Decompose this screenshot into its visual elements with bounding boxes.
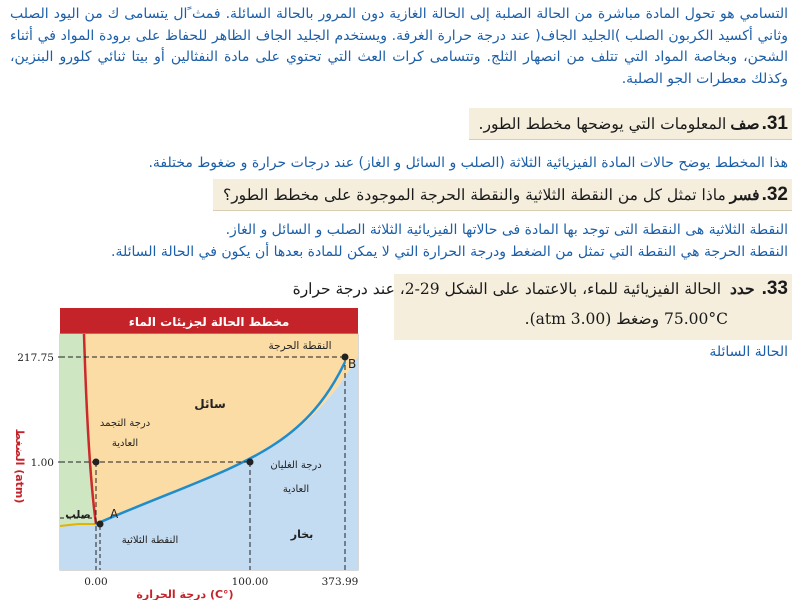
y-tick-label-mid: 1.00 [30,457,54,469]
question-number: 33. [761,278,788,299]
answer-32-line-1: النقطة الثلاثية هى النقطة التى توجد بها المادة فى حالاتها الفيزيائية الثلاثة الصلب و السائل و الغاز. [225,222,788,238]
answer-31: هذا المخطط يوضح حالات المادة الفيزيائية الثلاثة (الصلب و السائل و الغاز) عند درجات حرارة و ضغوط مختلفة. [148,155,788,171]
solid-label: صلب [65,509,91,521]
triple-point-marker [97,521,104,528]
liquid-label: سائل [194,397,226,411]
question-verb: حدد [730,279,755,298]
question-text: المعلومات التي يوضحها مخطط الطور. [478,114,727,133]
diagram-title: مخطط الحالة لجزيئات الماء [128,315,290,329]
question-33 [292,274,792,340]
freezing-point-marker [93,459,100,466]
question-number: 31. [761,112,788,134]
y-axis-label: الضغط (atm) [13,428,26,504]
question-31 [469,108,792,140]
question-verb: فسر [729,185,760,204]
point-a-label: A [110,507,119,521]
question-text: ماذا تمثل كل من النقطة الثلاثية والنقطة الحرجة الموجودة على مخطط الطور؟ [222,185,726,204]
freezing-label-1: درجة التجمد [99,418,151,429]
water-phase-diagram [0,306,370,600]
answer-33: الحالة السائلة [709,344,788,360]
boiling-point-marker [247,459,254,466]
x-tick-label-100: 100.00 [231,576,269,588]
boiling-label-1: درجة الغليان [270,460,322,471]
intro-paragraph: التسامي هو تحول المادة مباشرة من الحالة الصلبة إلى الحالة الغازية دون المرور بالحالة السائلة. فمث ًال يتسامى ك من اليود الصلب وثاني أكسيد الكربون الصلب )الجليد الجاف( عند درجة حرارة الغرفة. ويستخدم الجليد الجاف الظاهر للحفاظ على برودة المواد في أثناء الشحن، وبخاصة المواد التي تتلف من انصهار الثلج. وتتسامى كرات العث التي تحتوي على مادة النفثالين أو بيتا ثنائي كلورو البنزين، وكذلك معطرات الجو الصلبة. [10,6,788,87]
x-tick-label-0: 0.00 [84,576,108,588]
triple-point-label: النقطة الثلاثية [121,535,179,546]
x-axis-label: درجة الحرارة (C°) [136,588,234,600]
freezing-label-2: العادية [111,438,139,449]
boiling-label-2: العادية [282,484,310,495]
question-verb: صف [730,114,760,133]
question-text-line-2: 75.00°C وضغط (3.00 atm). [524,310,728,328]
question-number: 32. [761,183,788,205]
y-tick-label-top: 217.75 [17,352,54,364]
question-text-line-1: الحالة الفيزيائية للماء، بالاعتماد على الشكل 29-2، عند درجة حرارة [292,280,722,298]
point-b-label: B [348,357,357,371]
x-tick-label-373: 373.99 [321,576,359,588]
vapor-label: بخار [290,528,314,541]
critical-point-label: النقطة الحرجة [268,340,332,352]
answer-32-line-2: النقطة الحرجة هي النقطة التي تمثل من الضغط ودرجة الحرارة التي لا يمكن للمادة بعدها أن يكون في الحالة السائلة. [111,244,788,260]
question-32 [213,179,792,211]
